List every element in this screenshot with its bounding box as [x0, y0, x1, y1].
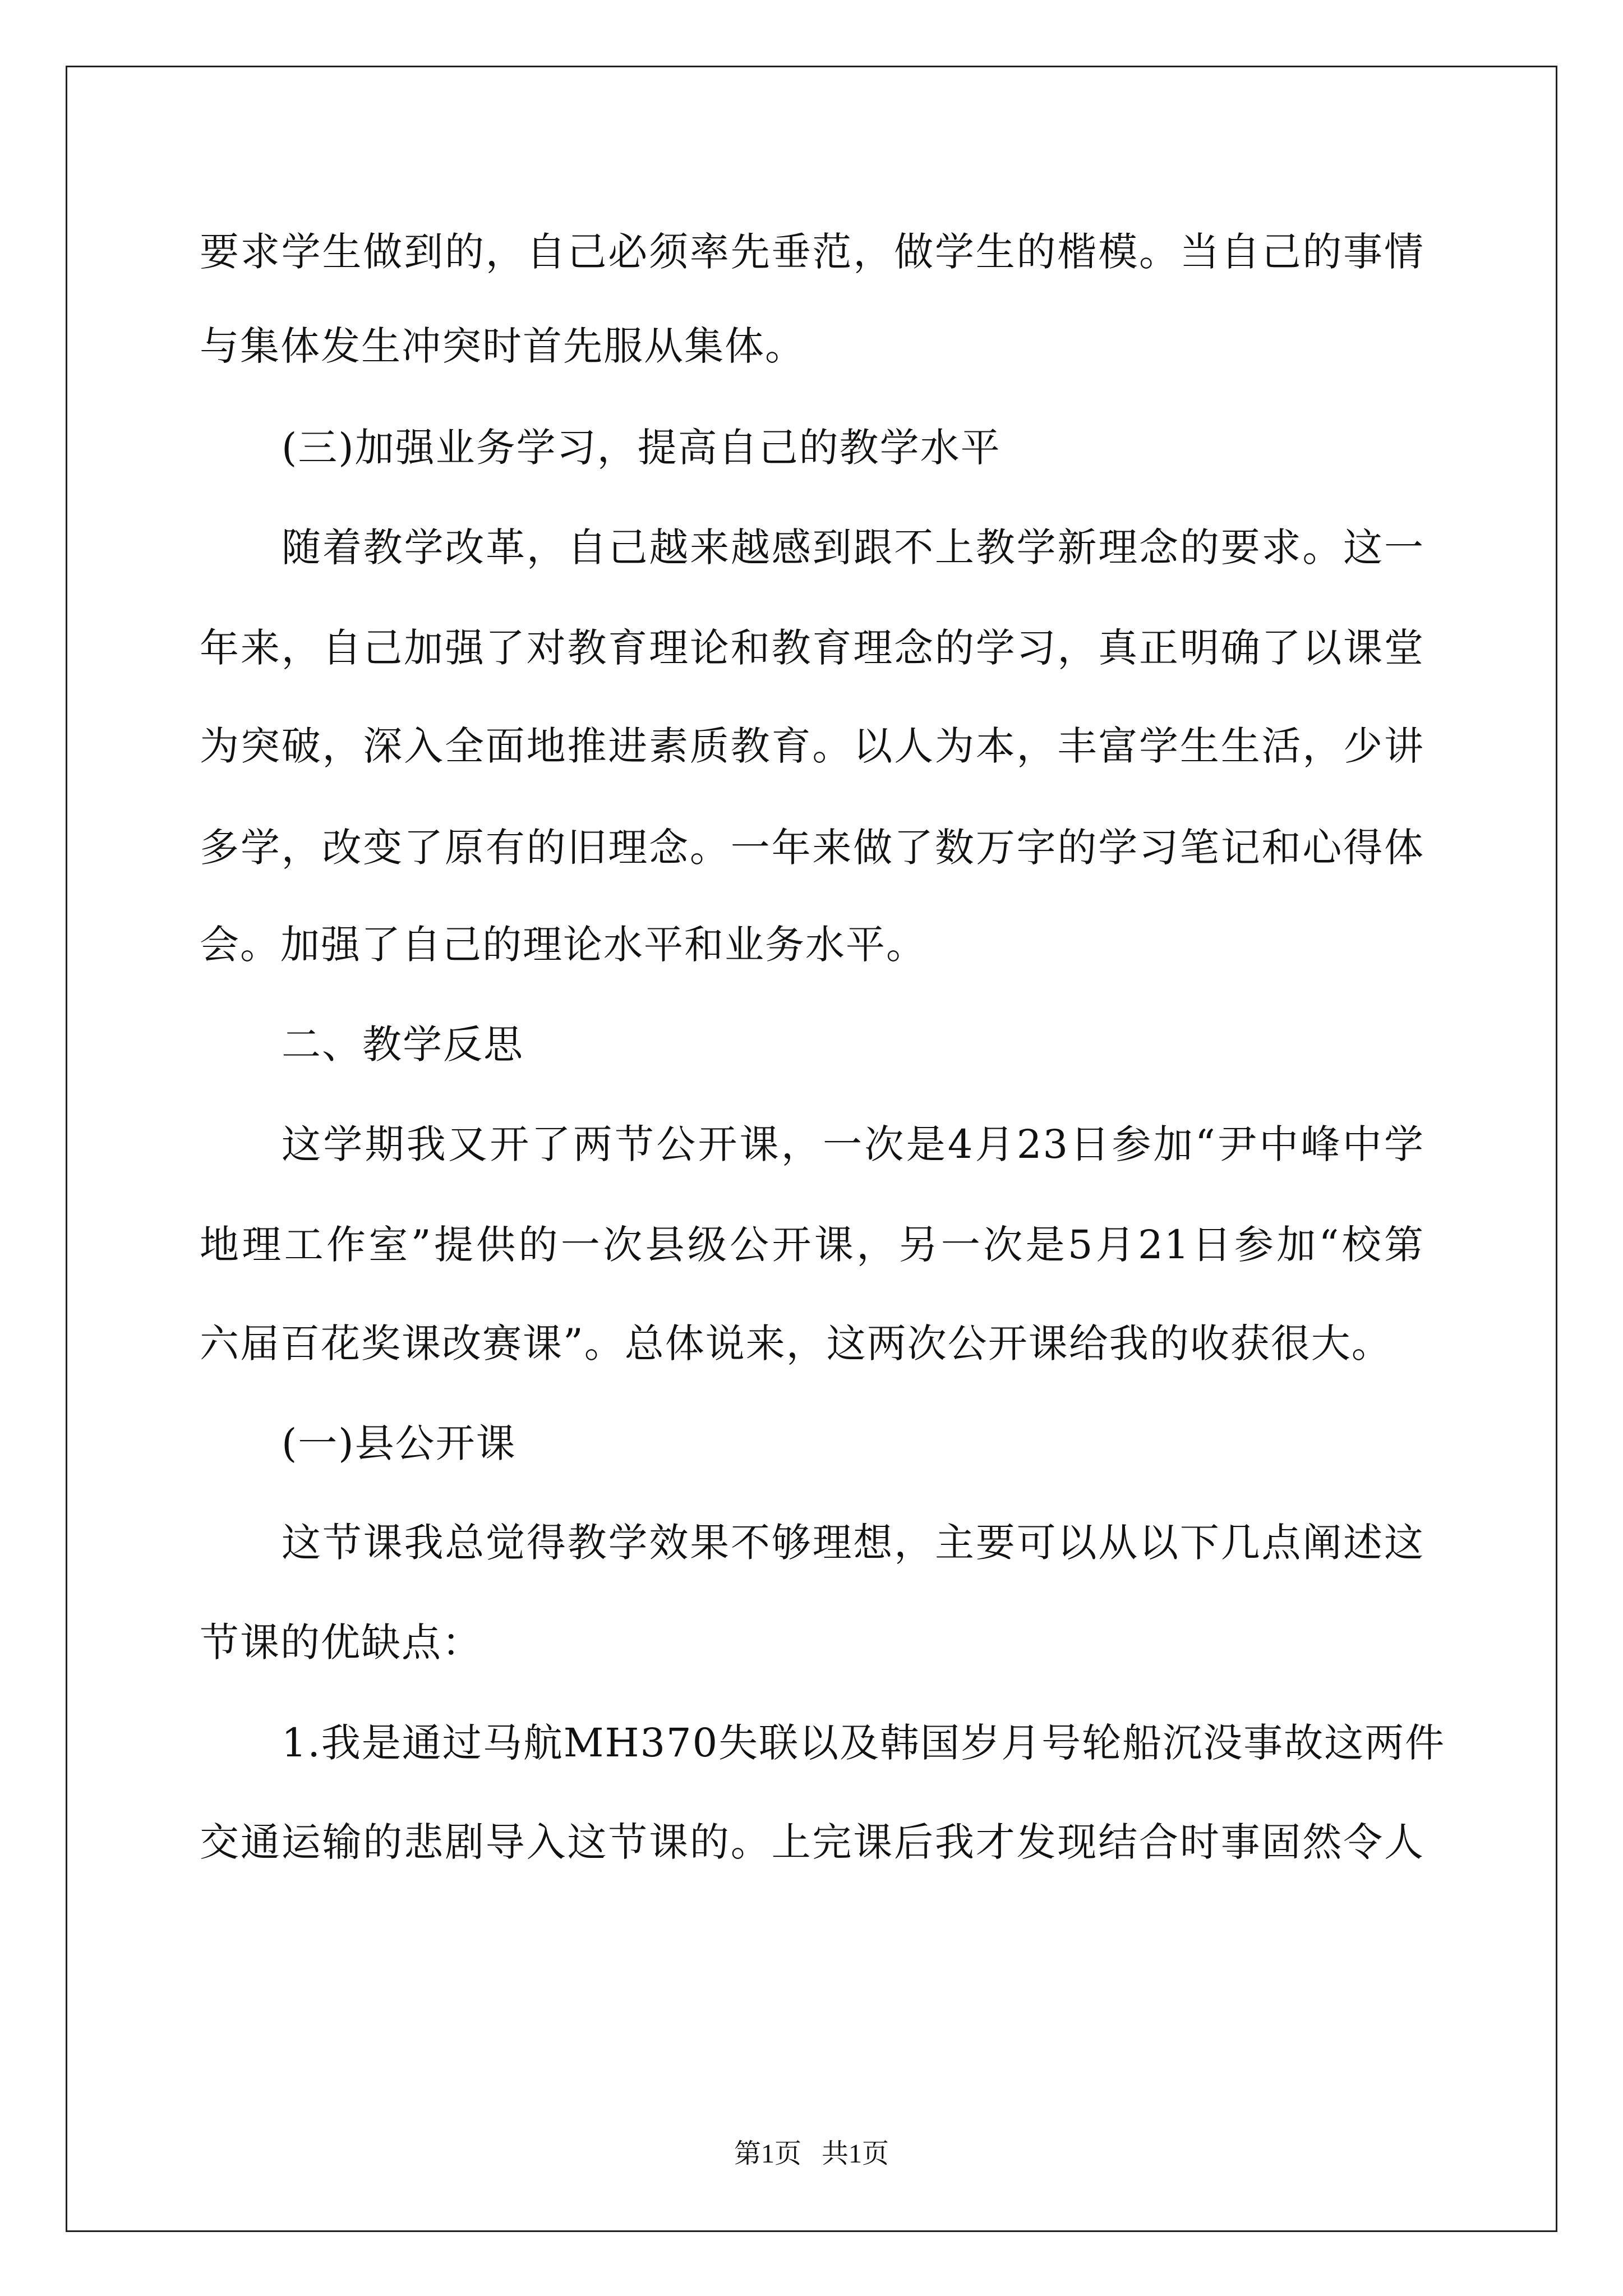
paragraph-first-line: 随着教学改革，自己越来越感到跟不上教学新理念的要求。这一 [282, 524, 1424, 570]
text-line: 交通运输的悲剧导入这节课的。上完课后我才发现结合时事固然令人 [200, 1819, 1424, 1865]
section-heading: (一)县公开课 [282, 1420, 517, 1466]
text-line: 要求学生做到的，自己必须率先垂范，做学生的楷模。当自己的事情 [200, 229, 1424, 275]
text-line: 会。加强了自己的理论水平和业务水平。 [200, 922, 926, 968]
text-line: 六届百花奖课改赛课”。总体说来，这两次公开课给我的收获很大。 [200, 1320, 1392, 1366]
text-line: 节课的优缺点： [200, 1619, 482, 1665]
paragraph-first-line: 这学期我又开了两节公开课，一次是4月23日参加“尹中峰中学 [282, 1121, 1424, 1167]
text-line: 年来，自己加强了对教育理论和教育理念的学习，真正明确了以课堂 [200, 625, 1424, 671]
page-footer: 第1页 共1页 [734, 2139, 889, 2169]
text-line: 与集体发生冲突时首先服从集体。 [200, 323, 805, 369]
text-line: 为突破，深入全面地推进素质教育。以人为本，丰富学生生活，少讲 [200, 723, 1424, 769]
paragraph-first-line: 这节课我总觉得教学效果不够理想，主要可以从以下几点阐述这 [282, 1520, 1424, 1566]
section-heading: 二、教学反思 [282, 1022, 524, 1068]
section-heading: (三)加强业务学习，提高自己的教学水平 [282, 425, 1001, 471]
text-line: 多学，改变了原有的旧理念。一年来做了数万字的学习笔记和心得体 [200, 825, 1424, 871]
paragraph-first-line: 1.我是通过马航MH370失联以及韩国岁月号轮船沉没事故这两件 [282, 1720, 1446, 1766]
text-line: 地理工作室”提供的一次县级公开课，另一次是5月21日参加“校第 [200, 1222, 1424, 1268]
